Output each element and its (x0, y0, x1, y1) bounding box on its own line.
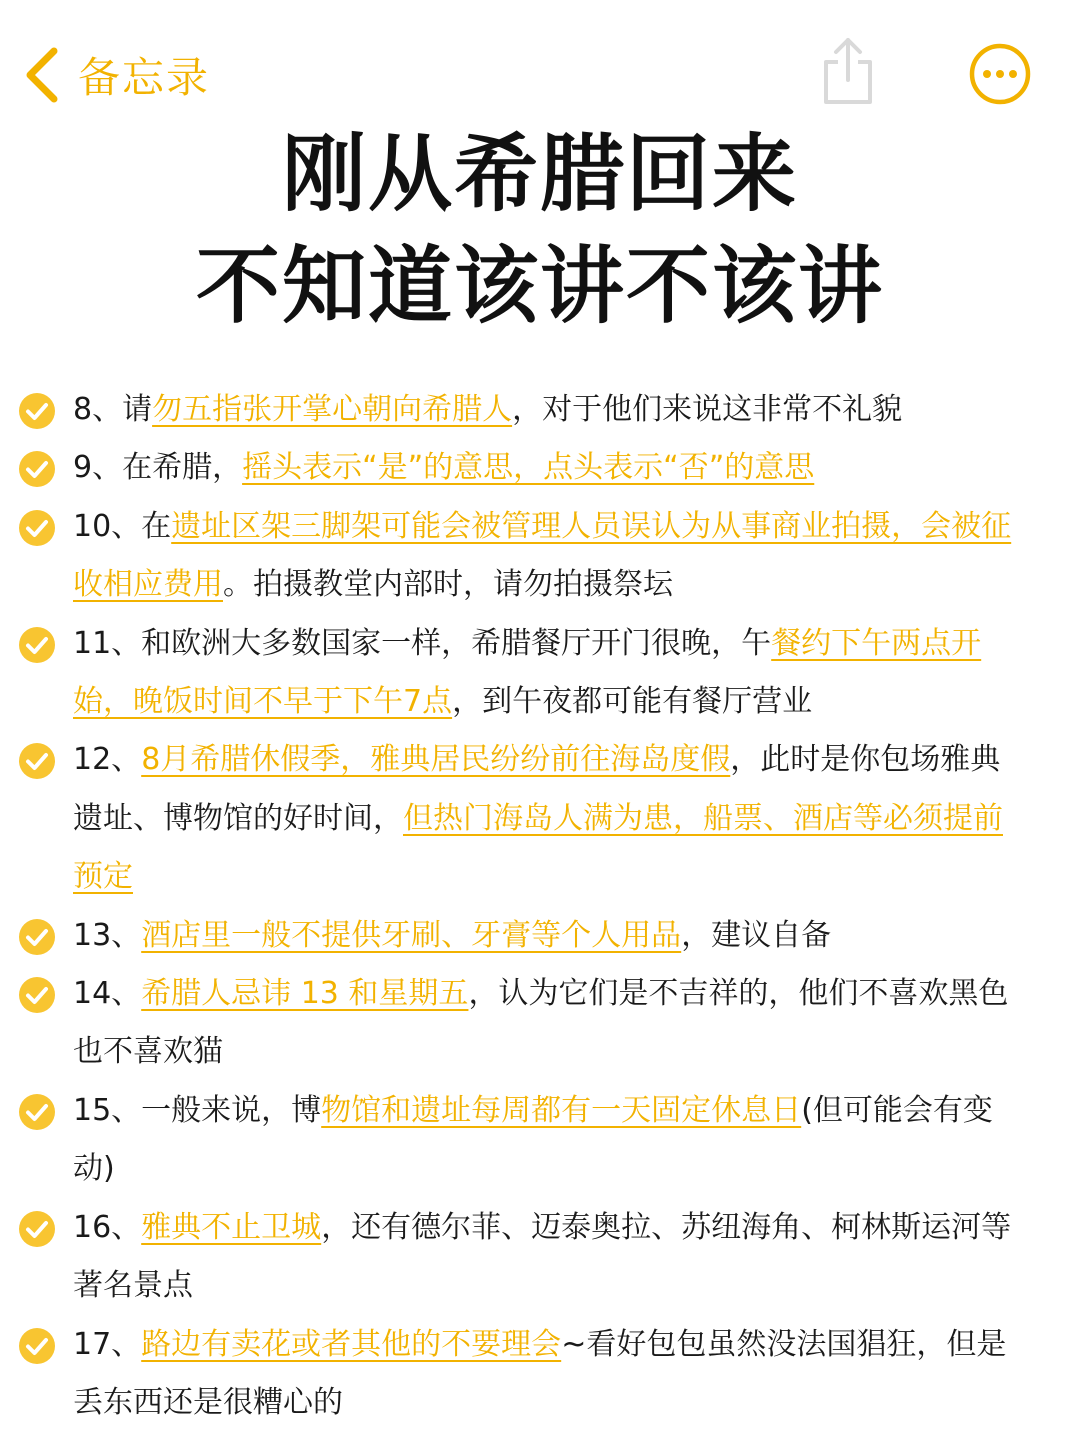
tip-highlight: 遗址区架三脚架可能会被管理人员误认为从事商业拍摄，会被征收相应费用 (73, 508, 1012, 603)
tip-highlight: 8月希腊休假季，雅典居民纷纷前往海岛度假 (141, 742, 731, 778)
tip-text: 14、 (73, 976, 142, 1012)
tips-list (0, 381, 1080, 1432)
check-circle-icon (18, 392, 56, 430)
tip-text: 10、在 (73, 508, 172, 544)
share-icon (816, 34, 880, 106)
list-item (0, 907, 1080, 965)
check-circle-icon (18, 450, 56, 488)
tip-highlight: 雅典不止卫城 (141, 1209, 322, 1245)
page-title (0, 118, 1080, 342)
tip-text: ~看好包包虽然没法国猖狂，但是丢东西还是很糟心的 (73, 1326, 1007, 1420)
tip-text: 11、和欧洲大多数国家一样，希腊餐厅开门很晚，午 (73, 625, 772, 661)
more-icon (968, 42, 1032, 106)
tip-text: 12、 (73, 742, 142, 778)
list-item (0, 1082, 1080, 1199)
list-item (0, 1316, 1080, 1433)
tip-text: 17、 (73, 1326, 142, 1362)
tip-highlight: 餐约下午两点开始，晚饭时间不早于下午7点 (73, 625, 982, 720)
tip-text: ，认为它们是不吉祥的，他们不喜欢黑色也不喜欢猫 (73, 976, 1009, 1070)
title-line-1: 刚从希腊回来 (281, 125, 798, 223)
list-item (0, 1199, 1080, 1316)
tip-text: 16、 (73, 1209, 142, 1245)
tip-text: 13、 (73, 917, 142, 953)
nav-bar (0, 0, 1080, 130)
list-item (0, 439, 1080, 497)
check-circle-icon (18, 1093, 56, 1131)
check-circle-icon (18, 1327, 56, 1365)
tip-text: ，到午夜都可能有餐厅营业 (452, 684, 813, 720)
tip-text: (但可能会有变动) (73, 1092, 993, 1187)
tip-highlight: 路边有卖花或者其他的不要理会 (141, 1326, 562, 1362)
tip-highlight: 希腊人忌讳 13 和星期五 (141, 976, 469, 1012)
tip-highlight: 酒店里一般不提供牙刷、牙膏等个人用品 (141, 917, 682, 953)
chevron-left-icon (22, 45, 62, 105)
tip-text: ，此时是你包场雅典遗址、博物馆的好时间， (73, 742, 1001, 836)
list-item (0, 615, 1080, 732)
check-circle-icon (18, 918, 56, 956)
tip-text: 。拍摄教堂内部时，请勿拍摄祭坛 (223, 567, 673, 603)
tip-text: ，还有德尔菲、迈泰奥拉、苏纽海角、柯林斯运河等著名景点 (73, 1209, 1012, 1304)
check-circle-icon (18, 976, 56, 1014)
check-circle-icon (18, 626, 56, 664)
tip-highlight: 勿五指张开掌心朝向希腊人 (152, 392, 513, 427)
tip-text: 9、在希腊， (73, 450, 243, 486)
back-label: 备忘录 (78, 53, 211, 102)
share-button[interactable] (816, 34, 880, 106)
tip-highlight: 摇头表示“是”的意思，点头表示“否”的意思 (242, 450, 815, 486)
tip-highlight: 但热门海岛人满为患，船票、酒店等必须提前预定 (73, 800, 1003, 895)
check-circle-icon (18, 509, 56, 547)
check-circle-icon (18, 742, 56, 780)
more-button[interactable] (968, 42, 1032, 106)
tip-text: 15、一般来说，博 (73, 1092, 322, 1128)
check-circle-icon (18, 1210, 56, 1248)
title-line-2: 不知道该讲不该讲 (195, 237, 884, 335)
tip-highlight: 物馆和遗址每周都有一天固定休息日 (321, 1092, 802, 1128)
list-item (0, 498, 1080, 615)
list-item (0, 381, 1080, 439)
list-item (0, 731, 1080, 906)
back-button[interactable] (22, 40, 210, 110)
list-item (0, 965, 1080, 1082)
tip-text: 8、请 (73, 392, 153, 427)
tip-text: ，对于他们来说这非常不礼貌 (512, 392, 903, 427)
tip-text: ，建议自备 (681, 917, 832, 953)
